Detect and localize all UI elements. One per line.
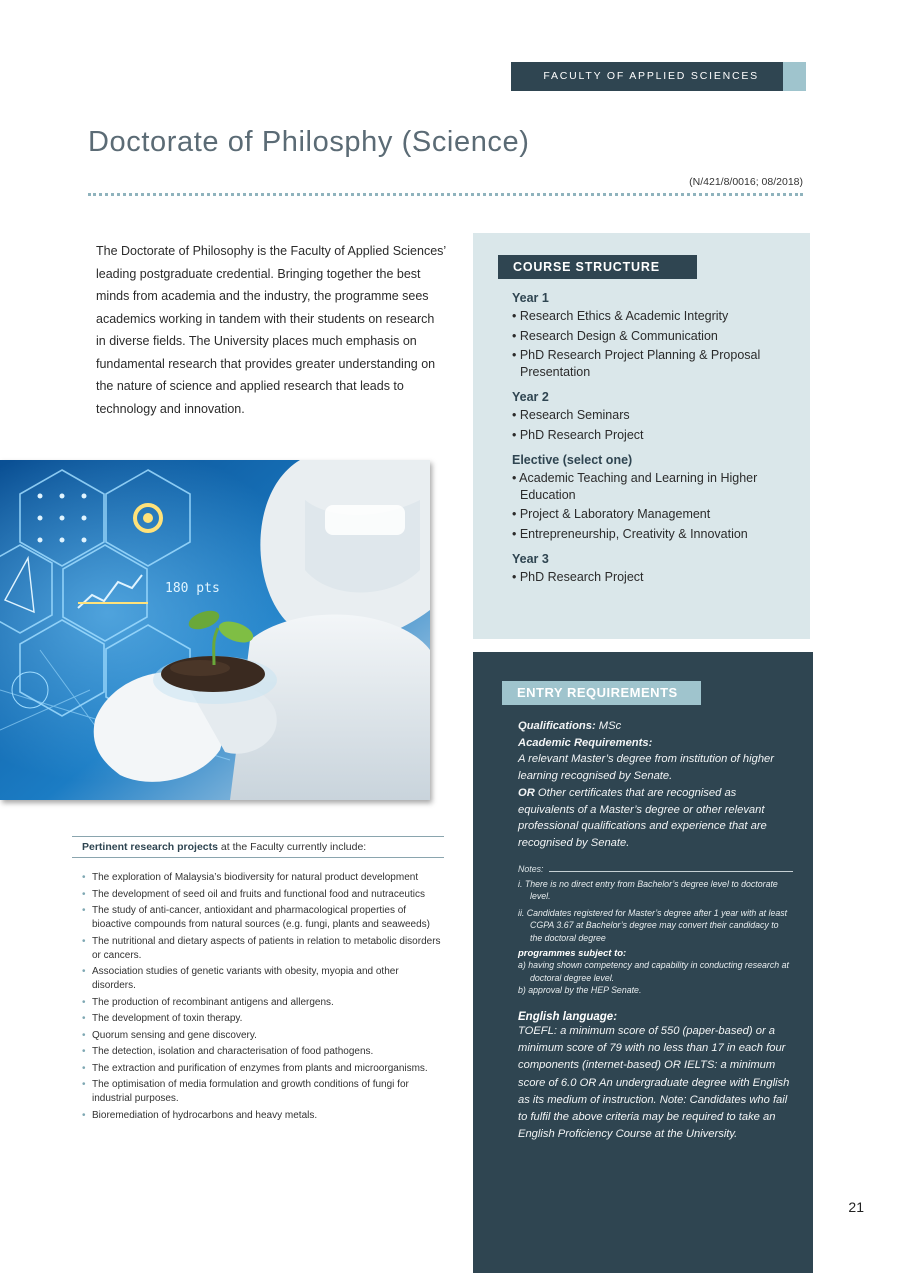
course-item: • Research Design & Communication [512,328,718,343]
research-item: • The development of toxin therapy. [82,1012,444,1026]
page-number: 21 [848,1199,864,1215]
research-item: • The exploration of Malaysia’s biodiversity for natural product development [82,871,444,885]
entry-requirements-heading: ENTRY REQUIREMENTS [502,681,701,705]
research-item: • Bioremediation of hydrocarbons and heavy metals. [82,1109,444,1123]
notes-rule [549,866,793,872]
note-item: i. There is no direct entry from Bachelor’s degree level to doctorate level. [518,878,778,902]
or-label: OR [518,786,535,799]
entry-requirements-content [518,718,793,1144]
course-item: • Project & Laboratory Management [512,507,711,521]
page-title: Doctorate of Philosphy (Science) [88,126,530,158]
course-structure-heading: COURSE STRUCTURE [498,255,697,279]
research-item: • Quorum sensing and gene discovery. [82,1029,444,1043]
faculty-tag-accent [783,62,806,91]
research-header-rest: at the Faculty currently include: [217,841,367,853]
scientist-photo [0,460,430,800]
research-projects-section [72,836,444,1125]
qualifications [518,718,793,735]
course-item: • Entrepreneurship, Creativity & Innovation [512,526,748,541]
notes-heading [518,864,793,874]
subject-to-item: b) approval by the HEP Senate. [518,985,642,996]
note-item: ii. Candidates registered for Master’s degree after 1 year with at least CGPA 3.67 at Bachelor’s degree may convert their candidacy to the doctoral degree [518,907,788,943]
research-item: • The production of recombinant antigens and allergens. [82,996,444,1010]
qualifications-value: MSc [595,720,622,732]
course-item: • Academic Teaching and Learning in Higher Education [512,471,758,502]
elective-label: Elective (select one) [512,453,633,467]
or-text: Other certificates that are recognised as equivalents of a Master’s degree or other relevant professional qualifications and experience that are recognised by Senate. [518,786,767,849]
year-3-label: Year 3 [512,552,549,566]
qualifications-label: Qualifications: [518,720,596,732]
research-header-bold: Pertinent research projects [82,841,218,853]
academic-requirements-text: A relevant Master’s degree from institution of higher learning recognised by Senate. [518,753,774,783]
research-item: • The study of anti-cancer, antioxidant and pharmacological properties of bioactive compounds from natural sources (e.g. fungi, plants and seaweeds) [82,904,444,932]
research-item: • The optimisation of media formulation and growth conditions of fungi for industrial purposes. [82,1078,444,1106]
subject-to-item: a) having shown competency and capability in conducting research at doctoral degree level. [518,960,789,983]
research-item: • The development of seed oil and fruits and functional food and nutraceutics [82,888,444,902]
hud-readout: 180 pts [165,581,220,596]
faculty-tag: FACULTY OF APPLIED SCIENCES [511,62,783,91]
intro-paragraph: The Doctorate of Philosophy is the Faculty of Applied Sciences’ leading postgraduate credential. Bringing together the best minds from academia and the industry, the programme sees academics working in tandem with their students on research in diverse fields. The University places much emphasis on fundamental research that provides greater understanding on the nature of science and applied research that leads to technology and innovation. [96,244,446,416]
course-item: • PhD Research Project [512,427,644,442]
course-item: • PhD Research Project Planning & Proposal Presentation [512,348,761,379]
subject-to-label: programmes subject to: [518,948,627,960]
course-structure-content [512,291,802,589]
alternative-requirements [518,785,793,852]
course-item: • Research Seminars [512,408,630,422]
dotted-divider [88,193,803,196]
research-header [72,836,444,858]
research-item: • The nutritional and dietary aspects of patients in relation to metabolic disorders or cancers. [82,935,444,963]
entry-requirements-panel [473,652,813,1273]
year-2-label: Year 2 [512,390,549,404]
research-item: • The detection, isolation and characterisation of food pathogens. [82,1045,444,1059]
notes-label: Notes: [518,863,544,874]
academic-requirements-label: Academic Requirements: [518,736,653,749]
english-language-text: TOEFL: a minimum score of 550 (paper-based) or a minimum score of 79 with no less than 17 in each four components (internet-based) OR IELTS: a minimum score of 6.0 OR An undergraduate degree with English as its medium of instruction. Note: Candidates who fail to fulfil the above criteria may be required to take an English Proficiency Course at the University. [518,1024,790,1141]
course-item: • PhD Research Project [512,570,644,584]
research-item: • Association studies of genetic variants with obesity, myopia and other disorders. [82,965,444,993]
year-1-label: Year 1 [512,291,549,305]
research-item: • The extraction and purification of enzymes from plants and microorganisms. [82,1062,444,1076]
course-item: • Research Ethics & Academic Integrity [512,309,729,323]
course-structure-panel [473,233,810,639]
english-language-label: English language: [518,1010,618,1023]
research-list [72,871,444,1123]
programme-code: (N/421/8/0016; 08/2018) [689,176,803,188]
